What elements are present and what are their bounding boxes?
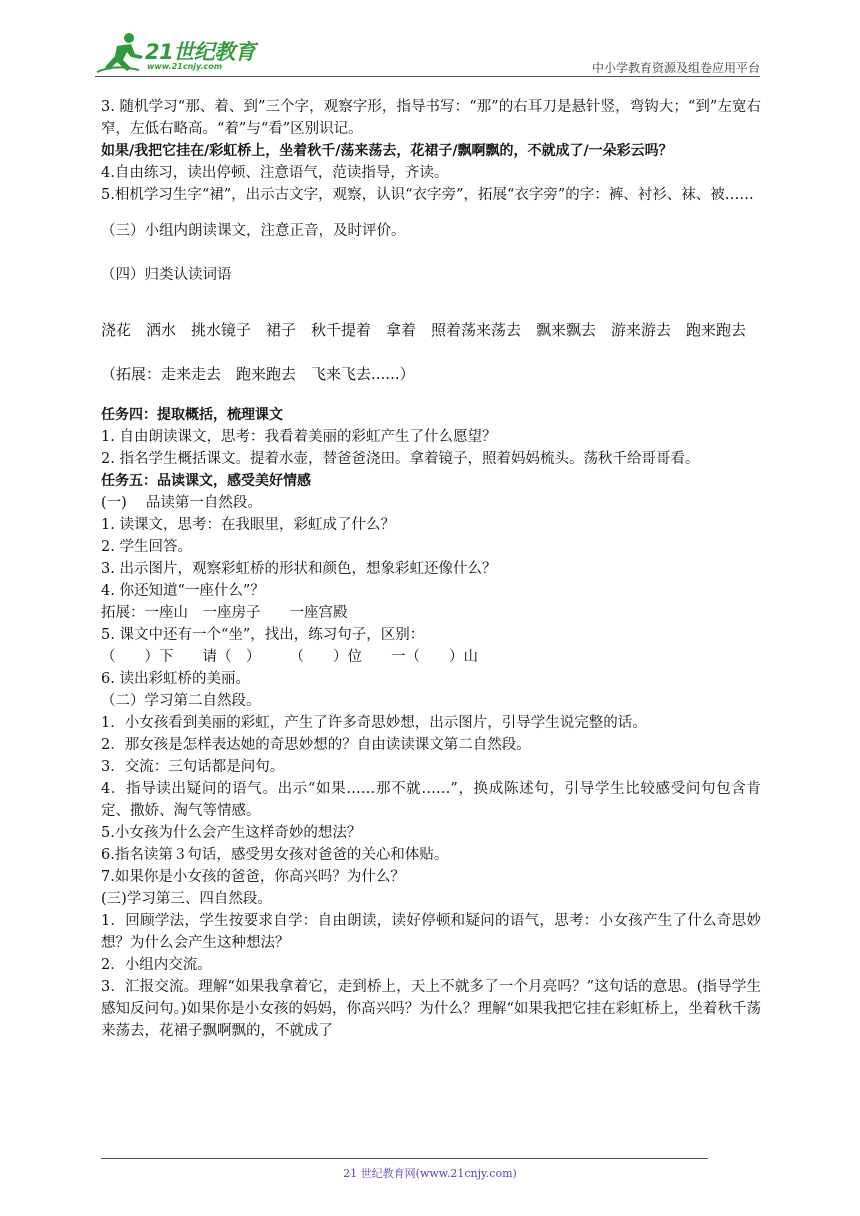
part1-item4: 4. 你还知道“一座什么”？	[101, 583, 265, 599]
paragraph-step3: 3. 随机学习“那、着、到”三个字，观察字形，指导书写：“那”的右耳刀是悬针竖，弯钩大；“到”左宽右窄，左低右略高。“着”与“看”区别识记。	[101, 99, 761, 137]
part2-heading: （二）学习第二自然段。	[101, 693, 261, 709]
part1-item2: 2. 学生回答。	[101, 539, 192, 555]
header-divider	[95, 76, 760, 77]
paragraph-step5: 5.相机学习生字“裙”，出示古文字，观察，认识“衣字旁”，拓展“衣字旁”的字：裤、衬衫、袜、被……	[101, 187, 754, 203]
section-heading-4: （四）归类认读词语	[101, 267, 232, 283]
logo-title: 21世纪教育	[145, 40, 256, 64]
vocabulary-list: 浇花 洒水 挑水镜子 裙子 秋千提着 拿着 照着荡来荡去 飘来飘去 游来游去 跑来跑去（拓展：走来走去 跑来跑去 飞来飞去......）	[101, 321, 747, 383]
task4-item1: 1. 自由朗读课文，思考：我看着美丽的彩虹产生了什么愿望？	[101, 429, 497, 445]
part1-extension: 拓展：一座山 一座房子 一座宫殿	[101, 605, 348, 621]
part3-item2: 2．小组内交流。	[101, 957, 212, 973]
site-logo[interactable]	[95, 30, 265, 78]
runner-logo-icon	[95, 30, 147, 76]
part2-item2: 2．那女孩是怎样表达她的奇思妙想的？自由读读课文第二自然段。	[101, 737, 531, 753]
document-body	[101, 96, 761, 1042]
part1-item5: 5. 课文中还有一个“坐”，找出，练习句子，区别：	[101, 627, 425, 643]
task-five-heading: 任务五：品读课文，感受美好情感	[101, 473, 311, 489]
part3-item3: 3．汇报交流。理解“如果我拿着它，走到桥上，天上不就多了一个月亮吗？”这句话的意思。(指导学生感知反问句。)如果你是小女孩的妈妈，你高兴吗？为什么？理解“如果我把它挂在彩虹桥上，坐着秋千荡来荡去，花裙子飘啊飘的，不就成了	[101, 979, 761, 1039]
part2-item6: 6.指名读第３句话，感受男女孩对爸爸的关心和体贴。	[101, 847, 449, 863]
logo-url: www.21cnjy.com	[147, 62, 223, 71]
part1-item6: 6. 读出彩虹桥的美丽。	[101, 671, 250, 687]
header-tagline: 中小学教育资源及组卷应用平台	[591, 61, 760, 75]
page-footer[interactable]: 21 世纪教育网(www.21cnjy.com)	[343, 1167, 517, 1180]
task4-item2: 2. 指名学生概括课文。提着水壶，替爸爸浇田。拿着镜子，照着妈妈梳头。荡秋千给哥哥看。	[101, 451, 700, 467]
footer-divider	[101, 1158, 708, 1159]
task-four-heading: 任务四：提取概括，梳理课文	[101, 407, 283, 423]
page-header	[95, 30, 760, 82]
paragraph-step4: 4.自由练习，读出停顿、注意语气，范读指导，齐读。	[101, 165, 449, 181]
part3-item1: 1．回顾学法，学生按要求自学：自由朗读，读好停顿和疑问的语气，思考：小女孩产生了什么奇思妙想？为什么会产生这种想法？	[101, 913, 761, 951]
part2-item4: 4．指导读出疑问的语气。出示“如果……那不就……”，换成陈述句，引导学生比较感受问句包含肯定、撒娇、淘气等情感。	[101, 781, 761, 819]
part2-item5: 5.小女孩为什么会产生这样奇妙的想法？	[101, 825, 362, 841]
part1-heading: (一) 品读第一自然段。	[101, 495, 262, 511]
part2-item7: 7.如果你是小女孩的爸爸，你高兴吗？为什么？	[101, 869, 405, 885]
part1-item3: 3. 出示图片，观察彩虹桥的形状和颜色，想象彩虹还像什么？	[101, 561, 497, 577]
section-heading-3: （三）小组内朗读课文，注意正音，及时评价。	[101, 223, 406, 239]
reading-pause-sentence: 如果/我把它挂在/彩虹桥上，坐着秋千/荡来荡去，花裙子/飘啊飘的，不就成了/一朵彩云吗？	[101, 143, 673, 159]
part1-fill-blanks: （ ）下 请（ ） （ ）位 一（ ）山	[101, 649, 478, 665]
part2-item3: 3．交流：三句话都是问句。	[101, 759, 285, 775]
part1-item1: 1. 读课文，思考：在我眼里，彩虹成了什么？	[101, 517, 395, 533]
part2-item1: 1．小女孩看到美丽的彩虹，产生了许多奇思妙想，出示图片，引导学生说完整的话。	[101, 715, 647, 731]
part3-heading: (三)学习第三、四自然段。	[101, 891, 272, 907]
